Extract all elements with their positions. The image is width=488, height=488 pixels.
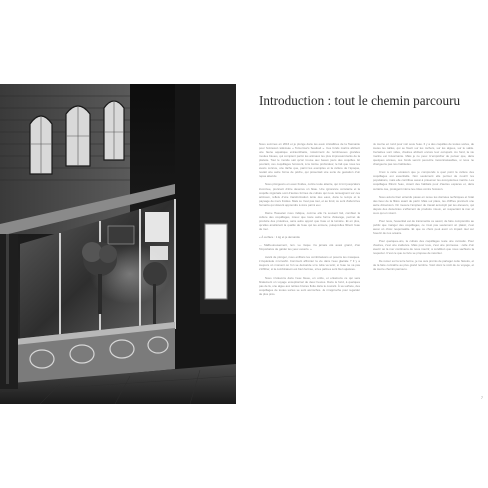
page-number: 7 (481, 396, 483, 400)
text-column-left (259, 142, 360, 300)
paragraph: Nous m'élevons dans l'eau bleue, en ordre, et entamons ce qui sera finalement un voyage exceptionnel de deux heures. Dans le fond, à quelques pas de là, une algue aux teintes brunes flotte dans le courant. À sa surface, des coquillages de toutes sortes se sont accrochés. Je m'approche pour regarder de plus près. (259, 275, 360, 296)
paragraph: « À surface : 1 kg et je demande (259, 235, 300, 240)
paragraph: Nous plongeons en eaux froides, contre toute attente, qui m'ont jusqu'alors inconnue, prennent d'être devenus un fléau. Une ignorance constante et la coquille régionale sont d'autres formes de culture qui nous renseignent sur ces animaux, reflets d'une transformation lente des eaux, dans le temps et le paysage de mers froides. Mais ce n'est pas tout, et au fond, ce sont d'abord les humains qui doivent apprendre à vivre parmi eux. (259, 182, 360, 207)
storefront-photo (0, 84, 236, 404)
paragraph: Pour nous, l'essentiel est de transmettre ce savoir, de faire comprendre au public que manger des coquillages, ce n'est pas seulement un plaisir, c'est aussi un choix responsable. Et que ce choix peut avoir un impact réel sur l'avenir de nos océans. (373, 218, 474, 236)
paragraph: Dame Hasselen nous indique, comme elle l'a souvent fait, combien la culture des coquillages, mieux que toute autre forme d'élevage, permet de produire des protéines, sans autre apport que l'eau et la lumière. Et en plus, qu'elles améliorent la qualité de l'eau qui les entoure, puisqu'elles filtrent l'eau de mer. (259, 210, 360, 231)
paragraph: Avant de plonger, nous enfilons les combinaisons et posons les masques. L'inquiétude m'envahit. Comment affronter la vie dans l'eau glaciale ? Il y a toujours un moment où l'on se demande si le tuba va tenir, si l'eau ne va pas s'infiltrer, si la combinaison est bien fermée, si les palmes sont bien ajustées. (259, 255, 360, 272)
text-page (236, 0, 488, 488)
chapter-title: Introduction : tout le chemin parcouru (259, 93, 461, 108)
text-column-right (373, 142, 474, 276)
paragraph: Pour quelques-uns, la culture des coquillages reste une curiosité. Pour d'autres, c'est une évidence. Mais pour tous, c'est une promesse : celle d'un avenir où la mer continuera de nous nourrir, à condition que nous sachions la respecter. C'est ce que ce livre se propose de raconter. (373, 239, 474, 256)
paragraph: — Malheureusement, non. Le risque n'a jamais été aussi grand, d'où l'importance de garder les yeux ouverts. » (259, 243, 360, 252)
paragraph: Nous avions bien entendu passé en revue les données techniques et l'état des lieux de la filière avant de partir. Mais sur place, les chiffres prennent une autre dimension. On mesure l'ampleur du travail accompli par les éleveurs, qui depuis des décennies s'efforcent de produire mieux, en respectant la mer et ceux qui en vivent. (373, 194, 474, 215)
paragraph: Nous sommes en 2016 et je plonge dans les eaux cristallines de la Tasmanie pour l'émission télévisée « Tomorrow's Seafood ». Ces fonds marins abritent une faune aquatique extraordinaire, notamment de nombreuses grandes moules bleues, qui comptent parmi les animaux les plus impressionnants de la planète. Tout le monde sait qu'on trouve aux beaux jours des coquilles. Et pourtant, ces coquillages honorent, à la même profondeur, le fait que nous les avons connus, une tâche que, parmi les exemples et la culture de l'époque, restait une autre forme de pêche, qui présentait une sorte de gestation d'un repas attendu. (259, 142, 360, 179)
paragraph: De retour sur la terre ferme, je me suis promis de partager cette histoire, et de la faire connaître au plus grand nombre. Voici donc le récit de ce voyage, et de tout le chemin parcouru. (373, 259, 474, 272)
paragraph: C'est à cette occasion que je comprends à quel point la culture des coquillages est essentielle. Non seulement elle permet de nourrir les populations, mais elle contribue aussi à préserver les écosystèmes marins. Les coquillages filtrent l'eau, créent des habitats pour d'autres espèces et, dans certains cas, protègent même les côtes contre l'érosion. (373, 170, 474, 191)
paragraph: Je tourne en rond pour voir sous l'eau. Il y a des coquilles de toutes sortes, de toutes les tailles, qui se fixent sur les rochers, sur les algues, sur le sable. Certaines sont vides, d'autres abritent encore leur occupant. Au fond, la vie marine est foisonnante. Mais je ne peux m'empêcher de penser que, dans quelques années, ces fonds seront peut-être méconnaissables, si nous ne changeons pas nos habitudes. (373, 142, 474, 167)
